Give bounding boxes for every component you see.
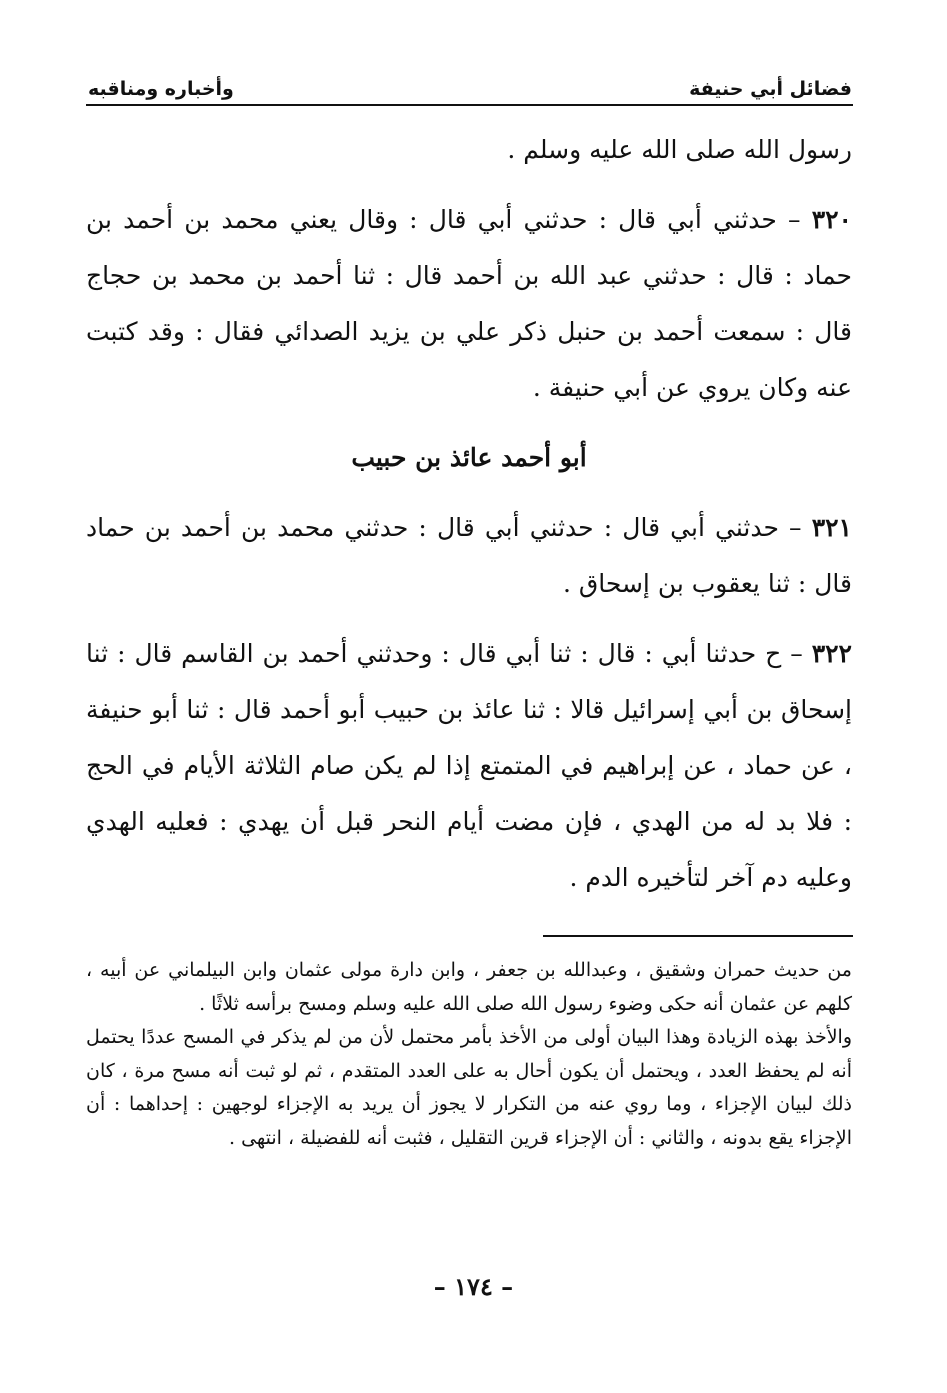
narrator-heading: أبو أحمد عائذ بن حبيب [351, 443, 587, 472]
intro-paragraph: رسول الله صلى الله عليه وسلم . [507, 135, 852, 164]
hadith-320 [86, 192, 852, 416]
hadith-322 [86, 626, 852, 906]
page-number: – ١٧٤ – [433, 1272, 514, 1301]
section-title: وأخباره ومناقبه [88, 78, 234, 100]
footnote-paragraph: من حديث حمران وشقيق ، وعبدالله بن جعفر ، وابن دارة مولى عثمان وابن البيلماني عن أبيه ، كلهم عن عثمان أنه حكى وضوء رسول الله صلى الله عليه وسلم ومسح برأسه ثلاثًا . [86, 959, 852, 1015]
hadith-text: – حدثني أبي قال : حدثني أبي قال : حدثني محمد بن أحمد بن حماد قال : ثنا يعقوب بن إسحاق . [86, 513, 852, 598]
book-title: فضائل أبي حنيفة [689, 78, 852, 100]
hadith-number: ٣٢١ [811, 513, 852, 542]
hadith-number: ٣٢٢ [811, 639, 852, 668]
hadith-text: – ح حدثنا أبي : قال : ثنا أبي قال : وحدثني أحمد بن القاسم قال : ثنا إسحاق بن أبي إسرائيل قالا : ثنا عائذ بن حبيب أبو أحمد قال : ثنا أبو حنيفة ، عن حماد ، عن إبراهيم في المتمتع إذا لم يكن صام الثلاثة الأيام في الحج : فلا بد له من الهدي ، فإن مضت أيام النحر قبل أن يهدي : فعليه الهدي وعليه دم آخر لتأخيره الدم . [86, 639, 852, 892]
hadith-text: – حدثني أبي قال : حدثني أبي قال : وقال يعني محمد بن أحمد بن حماد : قال : حدثني عبد الله بن أحمد قال : ثنا أحمد بن محمد بن حجاج قال : سمعت أحمد بن حنبل ذكر علي بن يزيد الصدائي فقال : وقد كتبت عنه وكان يروي عن أبي حنيفة . [86, 205, 852, 402]
running-head [88, 66, 852, 100]
footnote-paragraph: والأخذ بهذه الزيادة وهذا البيان أولى من الأخذ بأمر محتمل لأن من لم يذكر في المسح عددًا يحتمل أنه لم يحفظ العدد ، ويحتمل أن يكون أحال به على العدد المتقدم ، ثم لو ثبت أنه مسح مرة ، كان ذلك لبيان الإجزاء ، وما روي عنه من التكرار لا يجوز أن يريد به الإجزاء لوجهين : إحداهما : أن الإجزاء يقع بدونه ، والثاني : أن الإجزاء قرين التقليل ، فثبت أنه للفضيلة ، انتهى . [86, 1026, 852, 1149]
hadith-number: ٣٢٠ [811, 205, 852, 234]
footnotes [86, 954, 852, 1155]
main-text [86, 122, 852, 906]
header-rule [86, 104, 853, 106]
footnote-rule [543, 935, 853, 937]
hadith-321 [86, 500, 852, 612]
